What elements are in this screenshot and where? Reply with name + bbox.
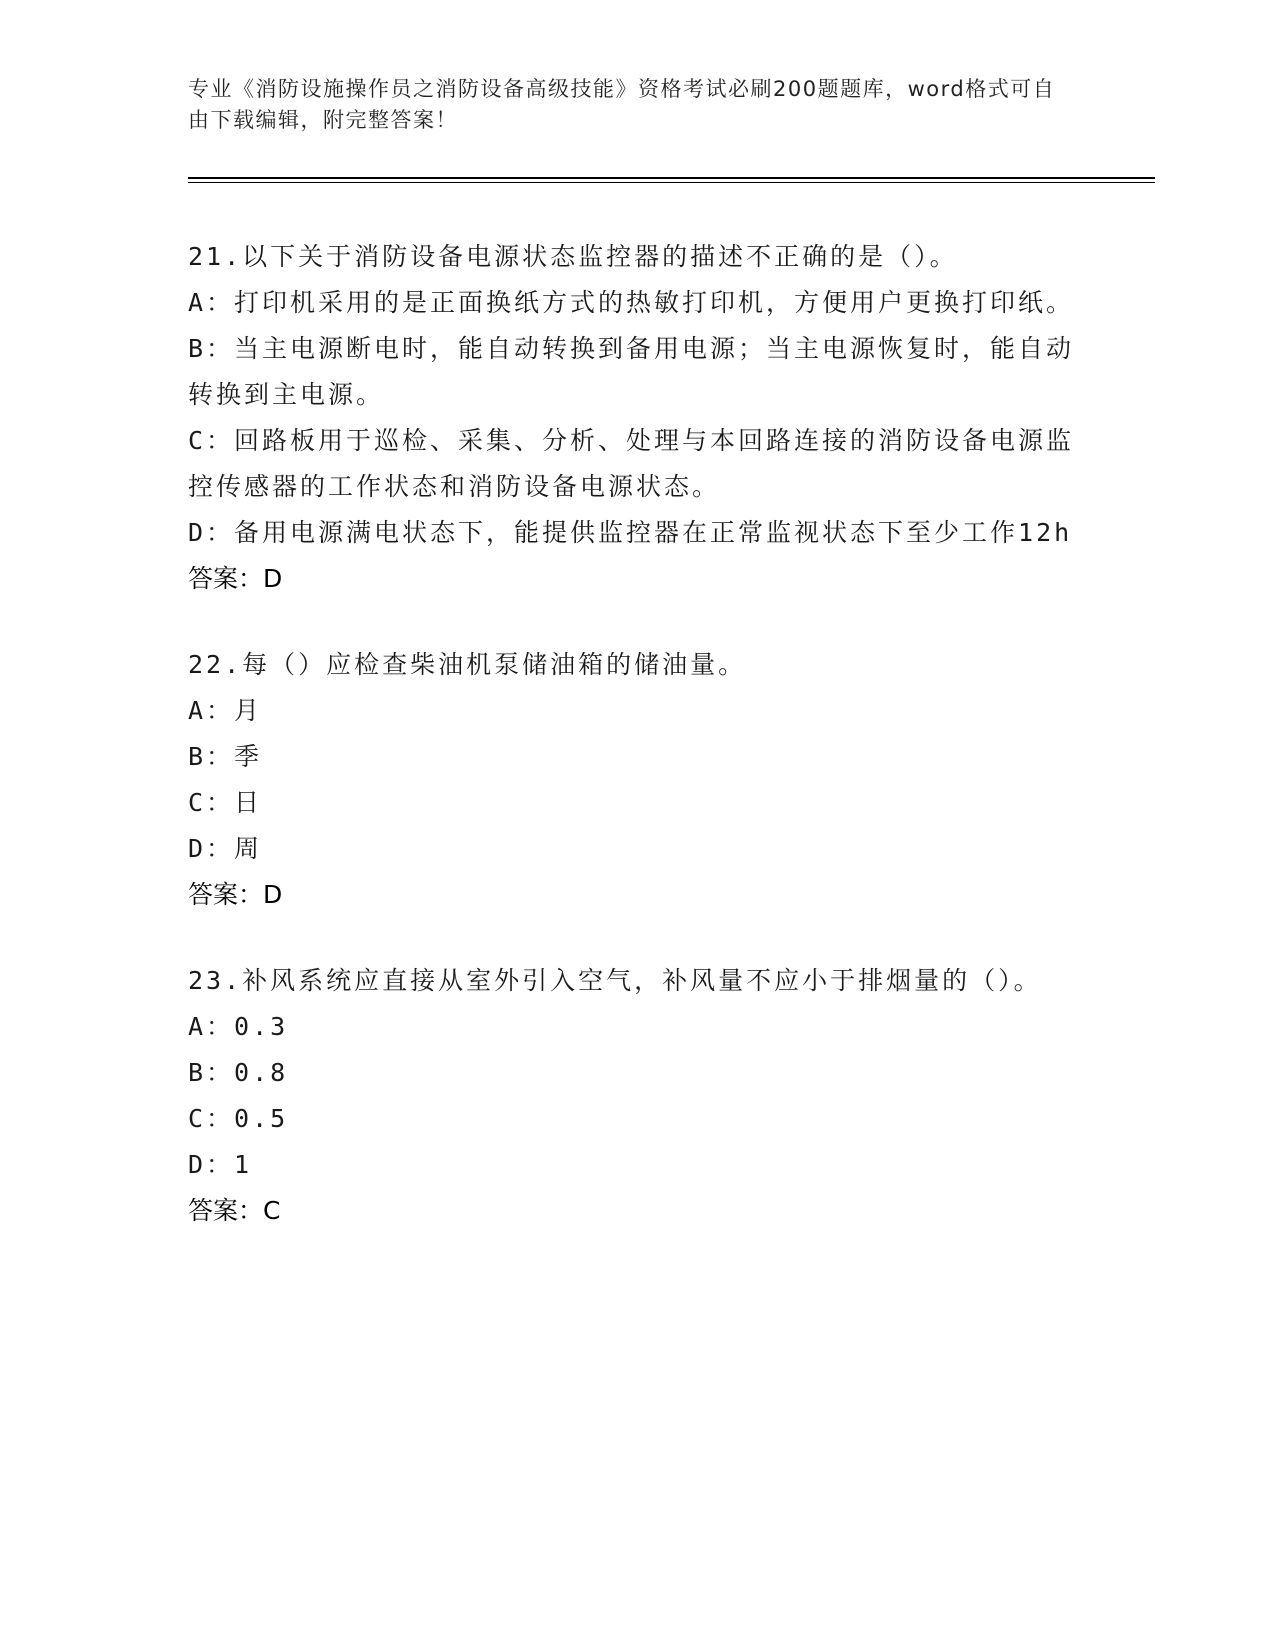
- divider-rule-thick: [188, 177, 1155, 179]
- question-22: [188, 642, 1088, 918]
- option-b: B：当主电源断电时，能自动转换到备用电源；当主电源恢复时，能自动转换到主电源。: [188, 334, 1075, 409]
- option-d: D：备用电源满电状态下，能提供监控器在正常监视状态下至少工作12h: [188, 518, 1073, 547]
- question-stem: 22.每（）应检查柴油机泵储油箱的储油量。: [188, 650, 747, 679]
- option-a: A：0.3: [188, 1012, 289, 1041]
- option-b: B：0.8: [188, 1058, 289, 1087]
- answer: 答案：D: [188, 564, 283, 593]
- option-a: A：打印机采用的是正面换纸方式的热敏打印机，方便用户更换打印纸。: [188, 288, 1075, 317]
- question-23: [188, 958, 1088, 1234]
- option-d: D：1: [188, 1150, 253, 1179]
- option-b: B：季: [188, 742, 263, 771]
- question-list: [188, 234, 1088, 1274]
- divider-rule-thin: [188, 182, 1155, 183]
- question-21: [188, 234, 1088, 602]
- answer: 答案：D: [188, 880, 283, 909]
- document-intro: 专业《消防设施操作员之消防设备高级技能》资格考试必刷200题题库，word格式可自由下载编辑，附完整答案！: [188, 77, 1056, 132]
- question-stem: 21.以下关于消防设备电源状态监控器的描述不正确的是（）。: [188, 242, 958, 271]
- answer: 答案：C: [188, 1196, 281, 1225]
- option-c: C：回路板用于巡检、采集、分析、处理与本回路连接的消防设备电源监控传感器的工作状态和消防设备电源状态。: [188, 426, 1075, 501]
- option-c: C：0.5: [188, 1104, 289, 1133]
- question-stem: 23.补风系统应直接从室外引入空气，补风量不应小于排烟量的（）。: [188, 966, 1042, 995]
- option-a: A：月: [188, 696, 263, 725]
- option-d: D：周: [188, 834, 263, 863]
- option-c: C：日: [188, 788, 263, 817]
